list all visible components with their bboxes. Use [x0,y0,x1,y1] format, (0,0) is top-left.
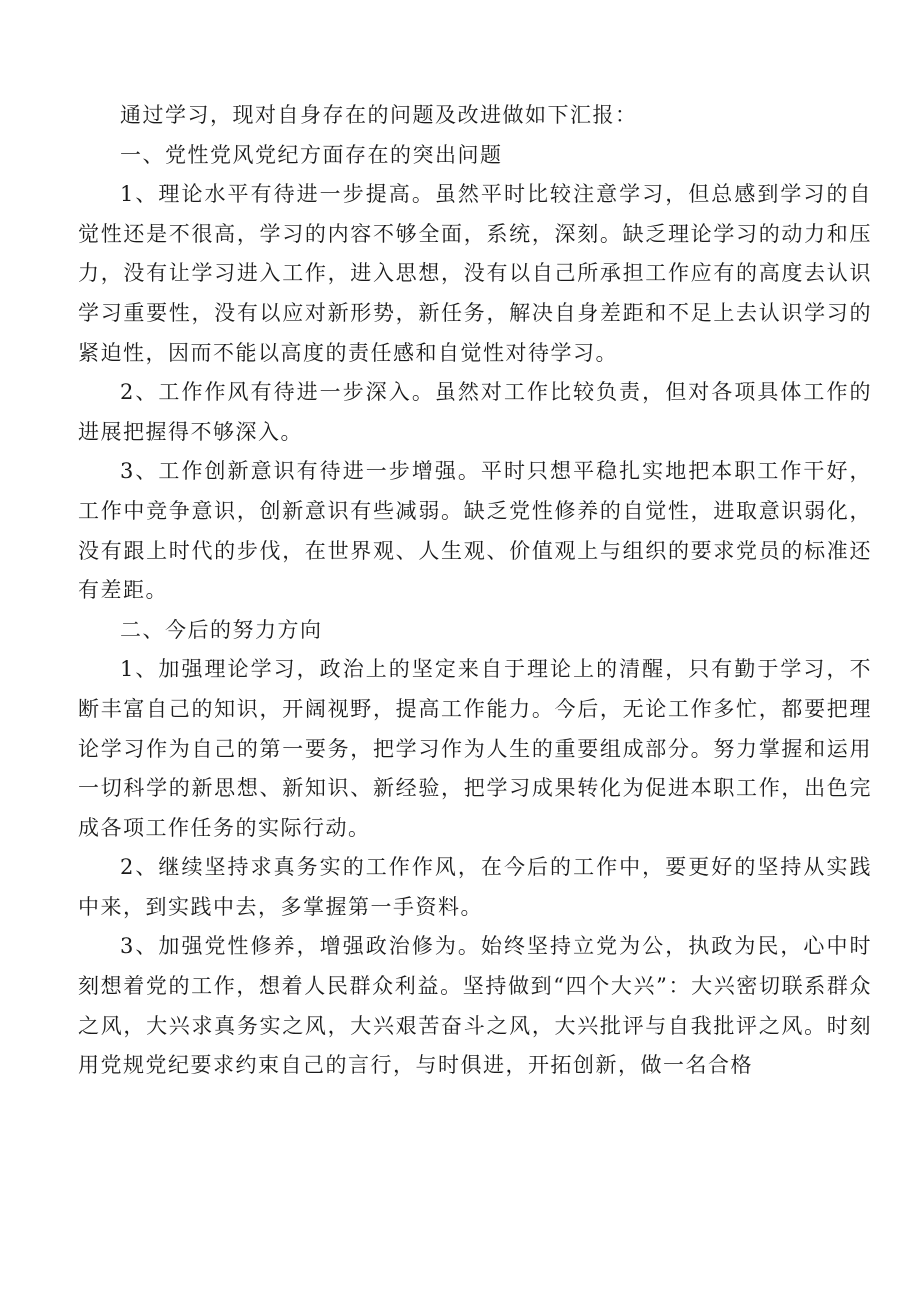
direction-paragraph-2: 2、继续坚持求真务实的工作作风，在今后的工作中，要更好的坚持从实践中来，到实践中去，多掌握第一手资料。 [78,855,872,919]
direction-paragraph-3: 3、加强党性修养，增强政治修为。始终坚持立党为公，执政为民，心中时刻想着党的工作，想着人民群众利益。坚持做到“四个大兴”：大兴密切联系群众之风，大兴求真务实之风，大兴艰苦奋斗之风，大兴批评与自我批评之风。时刻用党规党纪要求约束自己的言行，与时俱进，开拓创新，做一名合格 [78,934,872,1078]
intro-paragraph: 通过学习，现对自身存在的问题及改进做如下汇报： [120,103,638,127]
direction-paragraph-1: 1、加强理论学习，政治上的坚定来自于理论上的清醒，只有勤于学习，不断丰富自己的知识，开阔视野，提高工作能力。今后，无论工作多忙，都要把理论学习作为自己的第一要务，把学习作为人生的重要组成部分。努力掌握和运用一切科学的新思想、新知识、新经验，把学习成果转化为促进本职工作，出色完成各项工作任务的实际行动。 [78,657,872,840]
section-heading-direction: 二、今后的努力方向 [120,617,323,642]
problem-paragraph-1: 1、理论水平有待进一步提高。虽然平时比较注意学习，但总感到学习的自觉性还是不很高，学习的内容不够全面，系统，深刻。缺乏理论学习的动力和压力，没有让学习进入工作，进入思想，没有以自己所承担工作应有的高度去认识学习重要性，没有以应对新形势，新任务，解决自身差距和不足上去认识学习的紧迫性，因而不能以高度的责任感和自觉性对待学习。 [78,182,872,365]
document-body [78,96,872,1086]
section-heading-problems: 一、党性党风党纪方面存在的突出问题 [120,142,503,167]
problem-paragraph-3: 3、工作创新意识有待进一步增强。平时只想平稳扎实地把本职工作干好，工作中竞争意识，创新意识有些减弱。缺乏党性修养的自觉性，进取意识弱化，没有跟上时代的步伐，在世界观、人生观、价值观上与组织的要求党员的标准还有差距。 [78,459,872,603]
problem-paragraph-2: 2、工作作风有待进一步深入。虽然对工作比较负责，但对各项具体工作的进展把握得不够深入。 [78,380,872,444]
